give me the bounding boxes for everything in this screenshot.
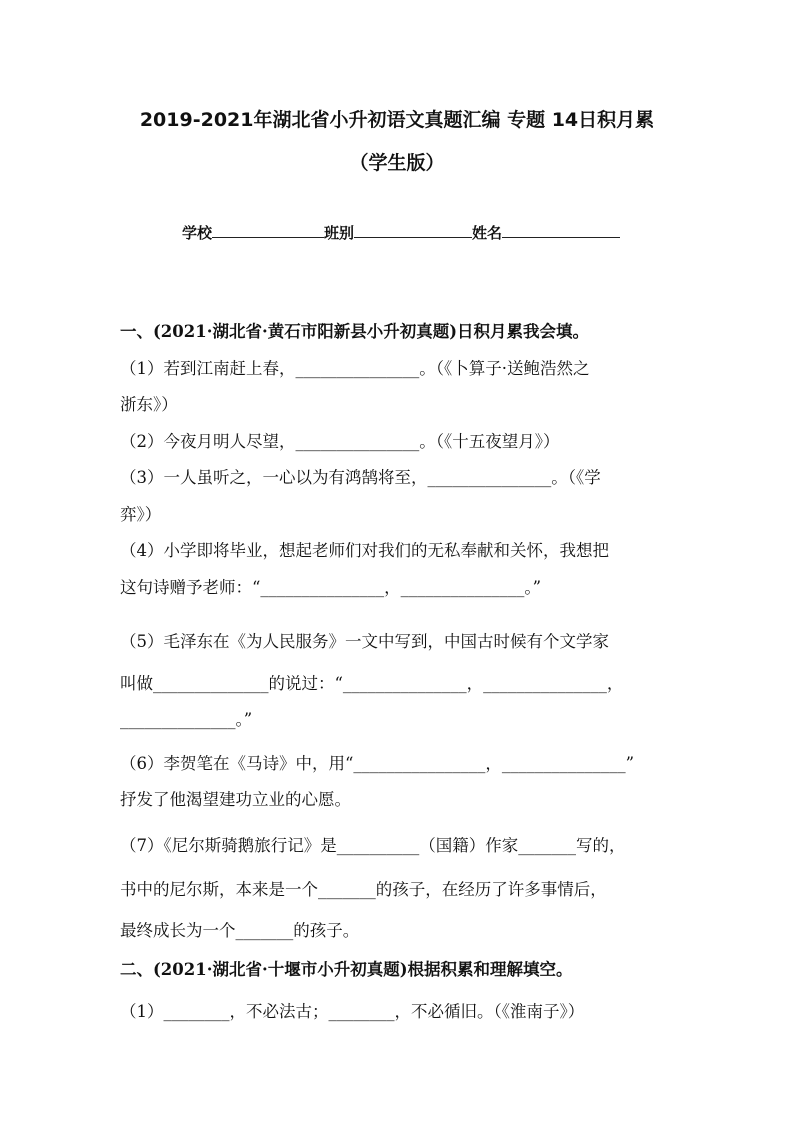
question-line: 浙东》） [120, 395, 178, 414]
class-blank [354, 223, 472, 238]
class-label: 班别 [324, 224, 355, 242]
question-line: 弈》） [120, 505, 162, 524]
question-line: （7）《尼尔斯骑鹅旅行记》是__________（国籍）作家_______写的， [120, 836, 626, 855]
question-line: 最终成长为一个_______的孩子。 [120, 921, 360, 940]
question-line: （4）小学即将毕业，想起老师们对我们的无私奉献和关怀，我想把 [120, 541, 609, 560]
question-line: （6）李贺笔在《马诗》中，用“________________，_______________” [120, 754, 635, 773]
question-line: ______________。” [120, 710, 253, 729]
question-line: （5）毛泽东在《为人民服务》一文中写到，中国古时候有个文学家 [120, 632, 609, 651]
name-blank [502, 223, 620, 238]
page-subtitle: （学生版） [349, 152, 445, 174]
question-line: （3）一人虽听之，一心以为有鸿鹄将至，_______________。（《学 [120, 468, 601, 487]
question-line: 这句诗赠予老师：“_______________，_______________。” [120, 578, 542, 597]
student-info-line [182, 222, 620, 243]
page-title: 2019-2021年湖北省小升初语文真题汇编 专题 14日积月累 [139, 109, 655, 131]
section1-heading: 一、(2021·湖北省·黄石市阳新县小升初真题)日积月累我会填。 [120, 322, 590, 341]
question-line: （1）若到江南赶上春，_______________。（《卜算子·送鲍浩然之 [120, 359, 590, 378]
school-blank [212, 223, 324, 238]
question-line: 书中的尼尔斯，本来是一个_______的孩子，在经历了许多事情后， [120, 880, 607, 899]
question-line: 抒发了他渴望建功立业的心愿。 [120, 790, 351, 809]
school-label: 学校 [182, 224, 213, 242]
question-line: 叫做______________的说过：“_______________，_______________， [120, 674, 624, 693]
name-label: 姓名 [472, 224, 503, 242]
section2-heading: 二、(2021·湖北省·十堰市小升初真题)根据积累和理解填空。 [120, 960, 573, 979]
question-line: （2）今夜月明人尽望，_______________。（《十五夜望月》） [120, 432, 560, 451]
question-line: （1）________，不必法古；________，不必循旧。（《淮南子》） [120, 1002, 585, 1021]
